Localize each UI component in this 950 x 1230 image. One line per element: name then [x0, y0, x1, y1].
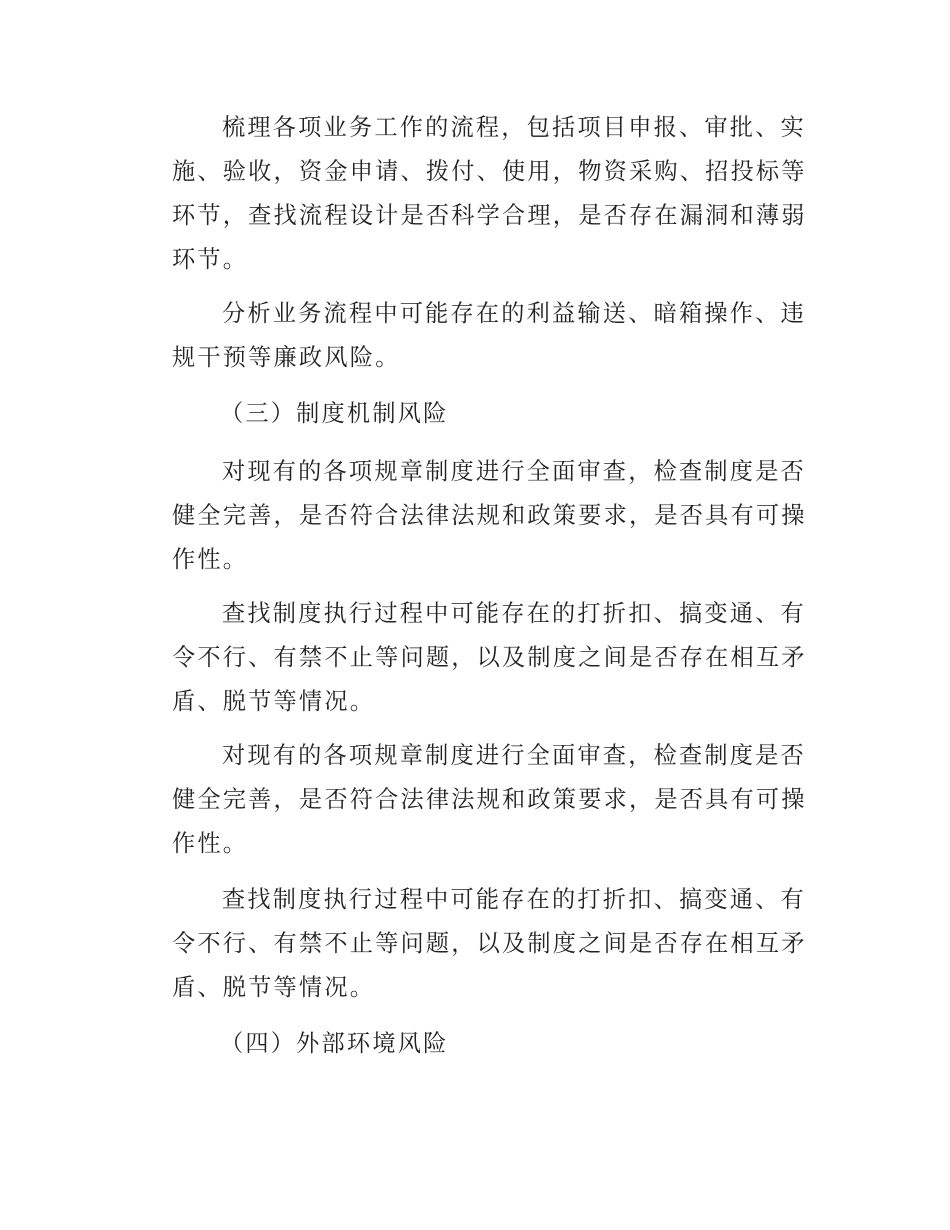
section-heading-system-risk — [172, 392, 792, 436]
text-line: 分析业务流程中可能存在的利益输送、暗箱操作、违 — [222, 300, 806, 327]
text-line: 梳理各项业务工作的流程，包括项目申报、审批、实 — [222, 114, 806, 141]
text-line: 对现有的各项规章制度进行全面审查，检查制度是否 — [222, 458, 806, 485]
text-line: 规干预等廉政风险。 — [172, 344, 401, 371]
text-line: 环节。 — [172, 246, 249, 273]
text-line: 查找制度执行过程中可能存在的打折扣、搞变通、有 — [222, 886, 806, 913]
heading-text: （四）外部环境风险 — [220, 1030, 449, 1057]
text-line: 对现有的各项规章制度进行全面审查，检查制度是否 — [222, 742, 806, 769]
paragraph-rules-review — [172, 450, 807, 582]
text-line: 施、验收，资金申请、拨付、使用，物资采购、招投标等 — [172, 158, 807, 185]
text-line: 令不行、有禁不止等问题，以及制度之间是否存在相互矛 — [172, 930, 807, 957]
text-line: 盾、脱节等情况。 — [172, 974, 376, 1001]
text-line: 健全完善，是否符合法律法规和政策要求，是否具有可操 — [172, 786, 807, 813]
text-line: 作性。 — [172, 830, 249, 857]
text-line: 令不行、有禁不止等问题，以及制度之间是否存在相互矛 — [172, 644, 807, 671]
text-line: 作性。 — [172, 546, 249, 573]
paragraph-integrity-risk — [172, 292, 806, 380]
heading-text: （三）制度机制风险 — [220, 400, 449, 427]
text-line: 环节，查找流程设计是否科学合理，是否存在漏洞和薄弱 — [172, 202, 807, 229]
paragraph-rules-execution — [172, 592, 807, 724]
text-line: 盾、脱节等情况。 — [172, 688, 376, 715]
text-line: 健全完善，是否符合法律法规和政策要求，是否具有可操 — [172, 502, 807, 529]
paragraph-process-review — [172, 106, 807, 282]
paragraph-rules-review-repeat — [172, 734, 807, 866]
text-line: 查找制度执行过程中可能存在的打折扣、搞变通、有 — [222, 600, 806, 627]
section-heading-external-risk — [172, 1022, 792, 1066]
paragraph-rules-execution-repeat — [172, 878, 807, 1010]
